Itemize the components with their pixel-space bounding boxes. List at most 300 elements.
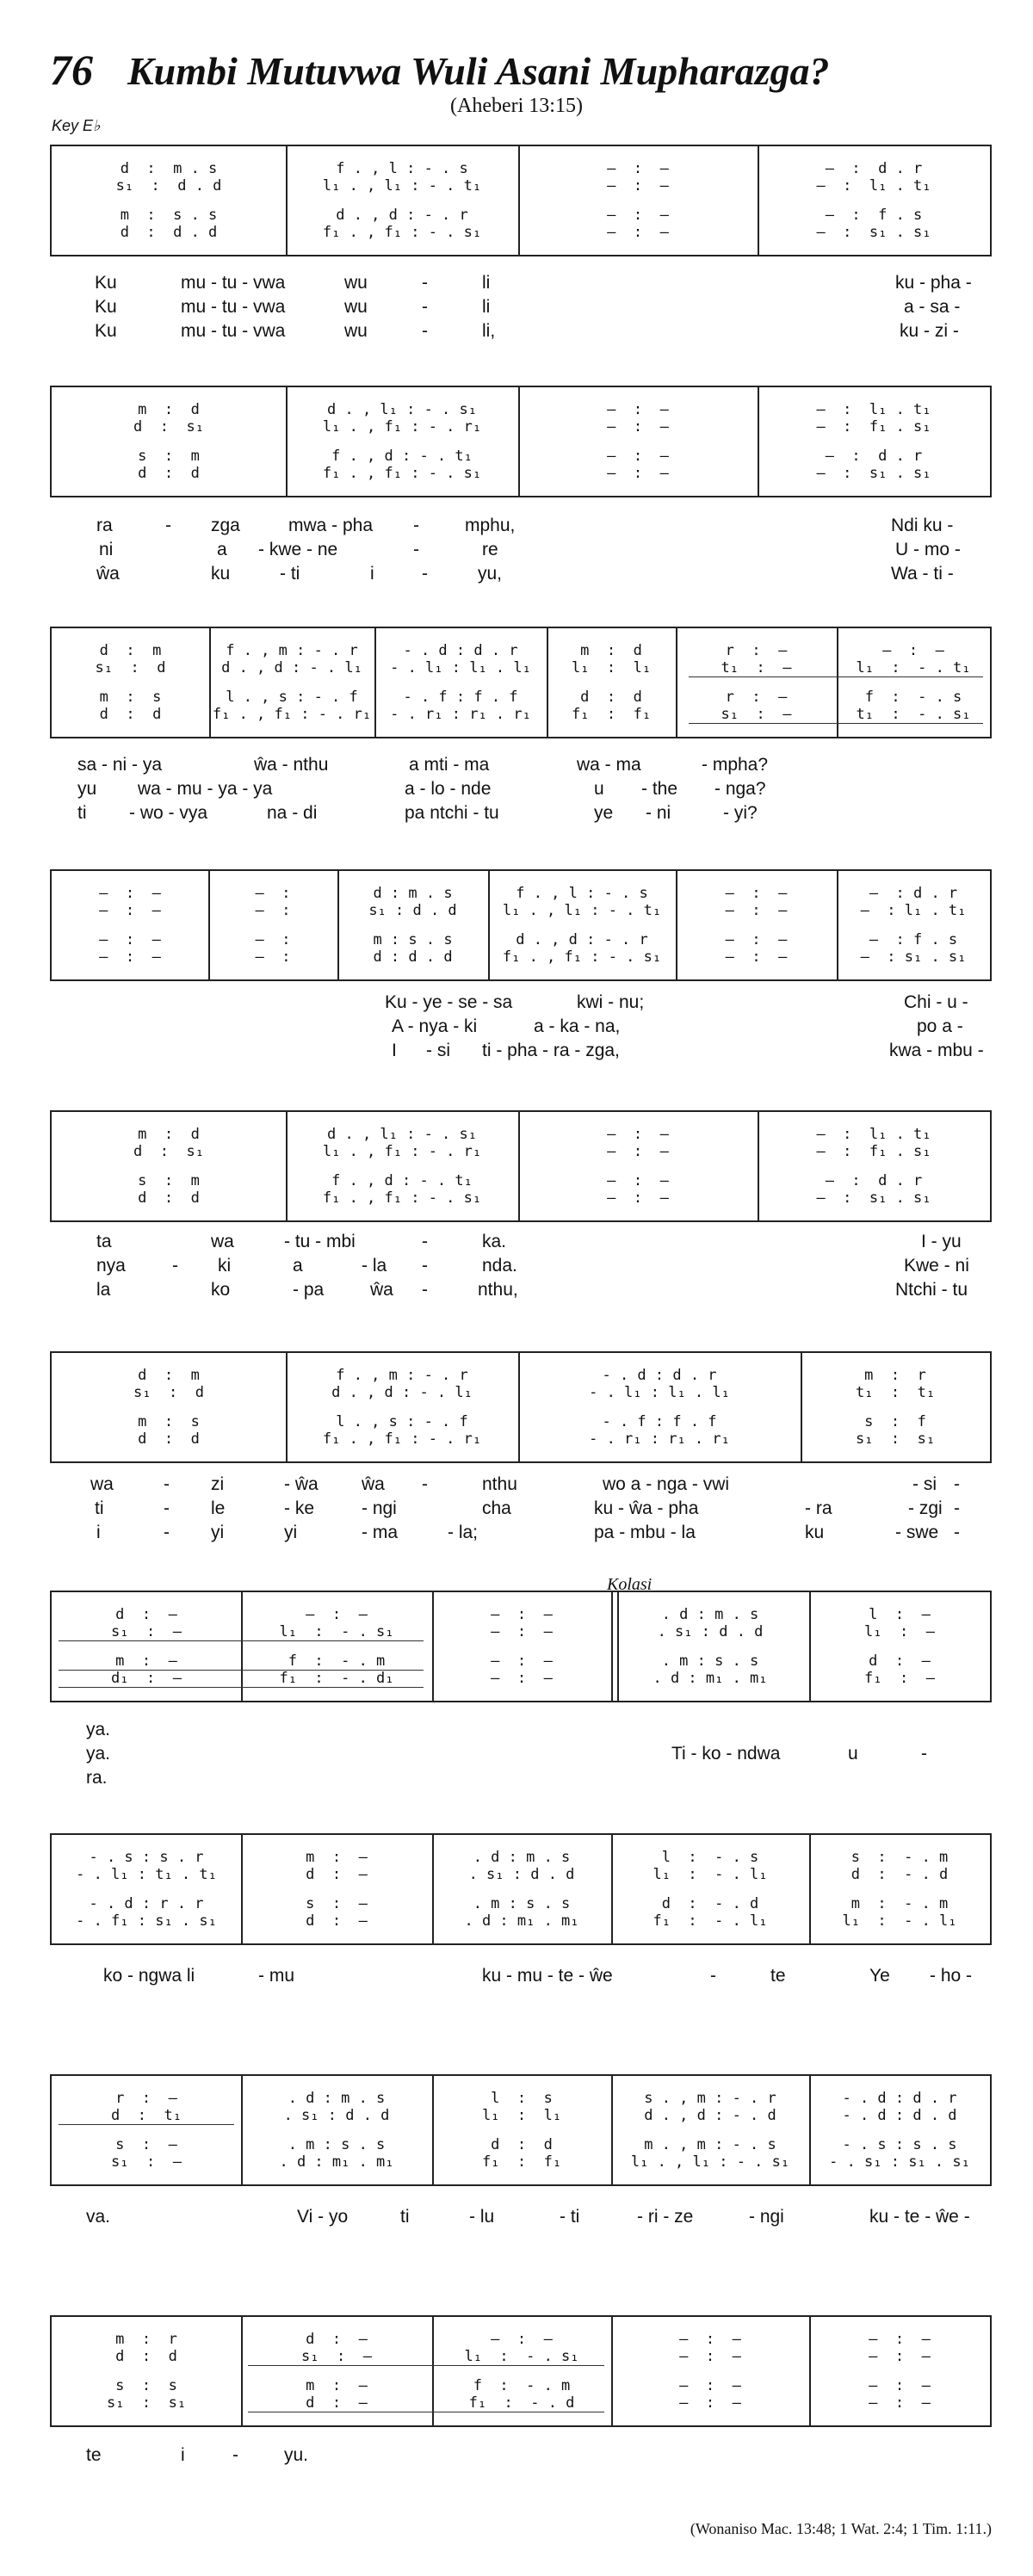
sol-fa-measure: — : l₁ . t₁ <box>816 1126 931 1143</box>
sol-fa-measure: - . f : f . f <box>403 689 518 706</box>
lyric-syllable: Ku <box>95 273 117 293</box>
sol-fa-measure: l₁ : - . s₁ <box>464 2348 579 2365</box>
sol-fa-measure: d : — <box>306 1866 368 1883</box>
sol-fa-measure: — : — <box>607 224 669 241</box>
lyric-syllable: - <box>954 1498 960 1518</box>
stave-system <box>50 1110 992 1222</box>
sol-fa-measure: s : m <box>138 448 200 465</box>
lyric-syllable: wa <box>90 1474 114 1494</box>
lyric-syllable: - swe <box>895 1523 939 1542</box>
lyric-syllable: li <box>482 273 491 293</box>
lyric-syllable: - la <box>362 1256 387 1276</box>
sol-fa-measure: f₁ : f₁ <box>481 2153 562 2171</box>
sol-fa-measure: l₁ : - . l₁ <box>653 1866 768 1883</box>
sol-fa-measure: l : s <box>491 2090 553 2107</box>
sol-fa-measure: f₁ . , f₁ : - . r₁ <box>212 706 372 723</box>
sol-fa-measure: - . d : d . r <box>403 642 518 659</box>
sol-fa-measure: f : - . m <box>473 2377 571 2394</box>
sol-fa-measure: - . r₁ : r₁ . r₁ <box>390 706 531 723</box>
sol-fa-measure: f₁ : - . d₁ <box>279 1670 394 1687</box>
sol-fa-measure: d : s₁ <box>133 1143 204 1160</box>
sol-fa-measure: s₁ : s₁ <box>106 2394 187 2412</box>
sol-fa-measure: f₁ : — <box>864 1670 935 1687</box>
sol-fa-measure: r : — <box>725 689 788 706</box>
sol-fa-measure: — : — <box>607 1143 669 1160</box>
sol-fa-measure: . m : s . s <box>661 1652 759 1670</box>
hymn-header <box>50 45 830 95</box>
lyric-syllable: re <box>482 540 498 559</box>
sol-fa-measure: — : — <box>679 2348 741 2365</box>
lyric-syllable: nthu, <box>478 1280 518 1300</box>
lyric-syllable: - <box>921 1744 927 1764</box>
stave-system <box>50 2074 992 2186</box>
sol-fa-measure: d . , d : - . d <box>644 2107 776 2124</box>
lyric-syllable: Ntchi - tu <box>895 1280 968 1300</box>
sol-fa-measure: - . s : s . r <box>89 1849 204 1866</box>
lyric-syllable: i <box>370 564 374 584</box>
sol-fa-measure: s : m <box>138 1172 200 1189</box>
sol-fa-measure: — : <box>255 902 291 919</box>
lyric-syllable: u <box>848 1744 858 1764</box>
sol-fa-measure: d : — <box>869 1652 931 1670</box>
sol-fa-measure: d : d <box>580 689 642 706</box>
sol-fa-measure: - . l₁ : t₁ . t₁ <box>76 1866 217 1883</box>
sol-fa-measure: d : — <box>306 1912 368 1930</box>
sol-fa-measure: — : — <box>491 2331 553 2348</box>
sol-fa-measure: - . r₁ : r₁ . r₁ <box>589 1430 730 1448</box>
sol-fa-measure: . d : m . s <box>288 2090 386 2107</box>
sol-fa-measure: s₁ : — <box>301 2348 372 2365</box>
sol-fa-measure: s . , m : - . r <box>644 2090 776 2107</box>
lyric-syllable: wo a - nga - vwi <box>603 1474 730 1494</box>
lyric-syllable: yi <box>284 1523 298 1542</box>
sol-fa-measure: d : d <box>491 2136 553 2153</box>
sol-fa-measure: — : — <box>607 401 669 418</box>
sol-fa-measure: d : d . d <box>373 948 453 966</box>
sol-fa-measure: . d : m₁ . m₁ <box>279 2153 394 2171</box>
sol-fa-measure: — : — <box>869 2331 931 2348</box>
sol-fa-measure: s₁ : s₁ <box>855 1430 936 1448</box>
lyric-syllable: Ku <box>95 297 117 317</box>
sol-fa-measure: — : — <box>99 931 161 948</box>
tie-line <box>59 1687 424 1688</box>
sol-fa-measure: — : l₁ . t₁ <box>816 177 931 195</box>
lyric-syllable: ya. <box>86 1720 111 1739</box>
stave-system <box>50 627 992 738</box>
sol-fa-measure: — : s₁ . s₁ <box>860 948 967 966</box>
sol-fa-measure: — : f . s <box>869 931 958 948</box>
sol-fa-measure: — : <box>255 931 291 948</box>
sol-fa-measure: - . l₁ : l₁ . l₁ <box>390 659 531 676</box>
sol-fa-measure: — : — <box>607 1189 669 1207</box>
lyric-syllable: yi <box>211 1523 225 1542</box>
sol-fa-measure: d₁ : — <box>111 1670 182 1687</box>
lyric-syllable: ku - pha - <box>895 273 972 293</box>
sol-fa-measure: r : — <box>725 642 788 659</box>
sol-fa-measure: m : - . m <box>851 1895 949 1912</box>
sol-fa-measure: l₁ . , l₁ : - . s₁ <box>630 2153 790 2171</box>
sol-fa-measure: l₁ . , f₁ : - . r₁ <box>322 1143 482 1160</box>
lyric-syllable: ti <box>77 803 87 823</box>
lyric-syllable: - <box>413 516 419 535</box>
sol-fa-measure: s₁ : — <box>721 706 792 723</box>
sol-fa-measure: l₁ : - . t₁ <box>856 659 971 676</box>
sol-fa-measure: — : — <box>869 2394 931 2412</box>
sol-fa-measure: f₁ : - . d <box>468 2394 575 2412</box>
sol-fa-measure: — : — <box>607 465 669 482</box>
sol-fa-measure: f . , m : - . r <box>226 642 358 659</box>
sol-fa-measure: f₁ . , f₁ : - . r₁ <box>322 1430 482 1448</box>
stave-system <box>50 1351 992 1463</box>
sol-fa-measure: l₁ . , l₁ : - . t₁ <box>502 902 662 919</box>
lyric-syllable: mu - tu - vwa <box>181 273 286 293</box>
sol-fa-measure: d : - . d <box>661 1895 759 1912</box>
lyric-syllable: - nga? <box>714 779 766 799</box>
lyric-syllable: Ndi ku - <box>891 516 954 535</box>
sol-fa-measure: - . f₁ : s₁ . s₁ <box>76 1912 217 1930</box>
lyric-syllable: ko - ngwa li <box>103 1966 195 1986</box>
lyric-syllable: li, <box>482 321 496 341</box>
lyric-syllable: - <box>422 273 428 293</box>
sol-fa-measure: f : - . m <box>288 1652 386 1670</box>
sol-fa-measure: s₁ : d . d <box>368 902 457 919</box>
lyric-syllable: ŵa - nthu <box>254 755 329 775</box>
lyric-syllable: wu <box>344 321 368 341</box>
lyric-syllable: ni <box>99 540 114 559</box>
lyric-syllable: ku - te - ŵe - <box>869 2207 970 2227</box>
sol-fa-measure: l₁ : — <box>864 1623 935 1640</box>
lyric-syllable: ku <box>805 1523 825 1542</box>
lyric-syllable: ti <box>400 2207 410 2227</box>
sol-fa-measure: — : — <box>679 2377 741 2394</box>
lyric-syllable: - <box>232 2445 238 2465</box>
sol-fa-measure: d : m <box>138 1367 200 1384</box>
lyric-syllable: i <box>181 2445 185 2465</box>
sol-fa-measure: f : - . s <box>864 689 962 706</box>
lyric-syllable: zga <box>211 516 240 535</box>
lyric-syllable: I - yu <box>921 1232 962 1251</box>
sol-fa-measure: d : m . s <box>120 160 218 177</box>
lyric-syllable: Ye <box>869 1966 890 1986</box>
lyric-syllable: wa - mu - ya - ya <box>138 779 273 799</box>
lyric-syllable: - ti <box>280 564 300 584</box>
hymn-title: Kumbi Mutuvwa Wuli Asani Mupharazga? <box>127 49 830 93</box>
sol-fa-measure: f₁ . , f₁ : - . s₁ <box>322 1189 482 1207</box>
lyric-syllable: ku - mu - te - ŵe <box>482 1966 613 1986</box>
tie-line <box>59 2124 234 2125</box>
sol-fa-measure: d : d . d <box>120 224 218 241</box>
sol-fa-measure: — : <box>255 885 291 902</box>
sol-fa-measure: — : s₁ . s₁ <box>816 1189 931 1207</box>
lyric-syllable: - lu <box>469 2207 495 2227</box>
lyric-syllable: - pa <box>293 1280 325 1300</box>
lyric-syllable: Ku - ye - se - sa <box>385 992 513 1012</box>
sol-fa-measure: f₁ : - . l₁ <box>653 1912 768 1930</box>
lyric-syllable: - ma <box>362 1523 398 1542</box>
sol-fa-measure: — : — <box>607 207 669 224</box>
sol-fa-measure: m : d <box>580 642 642 659</box>
lyric-syllable: ku <box>211 564 231 584</box>
sol-fa-measure: m : s <box>99 689 162 706</box>
lyric-syllable: wu <box>344 273 368 293</box>
sol-fa-measure: — : f₁ . s₁ <box>816 1143 931 1160</box>
lyric-syllable: ti <box>95 1498 104 1518</box>
lyric-syllable: - ra <box>805 1498 832 1518</box>
sol-fa-measure: f₁ . , f₁ : - . s₁ <box>322 224 482 241</box>
lyric-syllable: pa ntchi - tu <box>405 803 499 823</box>
sol-fa-measure: r : — <box>115 2090 177 2107</box>
sol-fa-measure: m : — <box>306 1849 368 1866</box>
sol-fa-measure: s₁ : d <box>133 1384 204 1401</box>
sol-fa-measure: - . f : f . f <box>602 1413 717 1430</box>
sol-fa-measure: d : — <box>306 2394 368 2412</box>
lyric-syllable: ka. <box>482 1232 507 1251</box>
sol-fa-measure: s : — <box>306 1895 368 1912</box>
lyric-syllable: - wo - vya <box>129 803 208 823</box>
lyric-syllable: Ti - ko - ndwa <box>671 1744 781 1764</box>
sol-fa-measure: — : — <box>607 160 669 177</box>
sol-fa-measure: — : — <box>607 1172 669 1189</box>
lyric-syllable: ye <box>594 803 614 823</box>
lyric-syllable: a - lo - nde <box>405 779 492 799</box>
sol-fa-measure: — : — <box>725 948 788 966</box>
sol-fa-measure: d . , l₁ : - . s₁ <box>327 401 477 418</box>
lyric-syllable: - <box>422 297 428 317</box>
sol-fa-measure: d : — <box>115 1606 177 1623</box>
lyric-syllable: - <box>413 540 419 559</box>
lyric-syllable: po a - <box>917 1016 963 1036</box>
tie-line <box>689 676 983 677</box>
lyric-syllable: te <box>86 2445 102 2465</box>
sol-fa-measure: m . , m : - . s <box>644 2136 776 2153</box>
sol-fa-measure: m : r <box>115 2331 177 2348</box>
sol-fa-measure: — : d . r <box>869 885 958 902</box>
sol-fa-measure: t₁ : — <box>721 659 792 676</box>
lyric-syllable: - ngi <box>749 2207 784 2227</box>
lyric-syllable: Ku <box>95 321 117 341</box>
lyric-syllable: yu. <box>284 2445 309 2465</box>
sol-fa-measure: — : — <box>607 1126 669 1143</box>
sol-fa-measure: m : s . s <box>120 207 218 224</box>
sol-fa-measure: m : d <box>138 401 200 418</box>
sol-fa-measure: — : f₁ . s₁ <box>816 418 931 436</box>
lyric-syllable: - <box>164 1498 170 1518</box>
sol-fa-measure: — : — <box>679 2331 741 2348</box>
hymn-number: 76 <box>50 46 93 94</box>
lyric-syllable: va. <box>86 2207 111 2227</box>
lyric-syllable: - <box>422 1474 428 1494</box>
lyric-syllable: a - ka - na, <box>534 1016 621 1036</box>
lyric-syllable: kwa - mbu - <box>889 1041 984 1060</box>
lyric-syllable: - the <box>641 779 678 799</box>
sol-fa-measure: f . , d : - . t₁ <box>331 1172 473 1189</box>
sol-fa-measure: l : — <box>869 1606 931 1623</box>
lyric-syllable: - ŵa <box>284 1474 319 1494</box>
sol-fa-measure: — : — <box>679 2394 741 2412</box>
lyric-syllable: - yi? <box>723 803 758 823</box>
sol-fa-measure: . m : s . s <box>288 2136 386 2153</box>
lyric-syllable: i <box>96 1523 101 1542</box>
sol-fa-measure: d : d <box>138 1430 200 1448</box>
sol-fa-measure: — : — <box>99 902 161 919</box>
lyric-syllable: ŵa <box>370 1280 393 1300</box>
kolasi-label: Kolasi <box>607 1575 653 1594</box>
sol-fa-measure: l : - . s <box>661 1849 759 1866</box>
sol-fa-measure: f . , l : - . s <box>516 885 648 902</box>
sol-fa-measure: t₁ : t₁ <box>855 1384 936 1401</box>
lyric-syllable: kwi - nu; <box>577 992 645 1012</box>
sol-fa-measure: — : — <box>607 418 669 436</box>
sol-fa-measure: — : s₁ . s₁ <box>816 465 931 482</box>
sol-fa-measure: d . , d : - . l₁ <box>221 659 362 676</box>
lyric-syllable: - ti <box>560 2207 580 2227</box>
sol-fa-measure: — : — <box>491 1670 553 1687</box>
sol-fa-measure: . d : m₁ . m₁ <box>653 1670 768 1687</box>
sol-fa-measure: - . l₁ : l₁ . l₁ <box>589 1384 730 1401</box>
sol-fa-measure: — : d . r <box>825 448 923 465</box>
lyric-syllable: ki <box>218 1256 232 1276</box>
lyric-syllable: - kwe - ne <box>258 540 338 559</box>
sol-fa-measure: d : d <box>138 465 200 482</box>
sol-fa-measure: — : s₁ . s₁ <box>816 224 931 241</box>
tie-line <box>59 1640 424 1641</box>
lyric-syllable: - la; <box>448 1523 479 1542</box>
sol-fa-measure: l₁ : l₁ <box>571 659 652 676</box>
sol-fa-measure: d . , d : - . r <box>336 207 468 224</box>
sol-fa-measure: — : d . r <box>825 1172 923 1189</box>
lyric-syllable: ra. <box>86 1768 108 1788</box>
sol-fa-measure: — : — <box>869 2377 931 2394</box>
sol-fa-measure: . m : s . s <box>473 1895 571 1912</box>
lyric-syllable: - <box>710 1966 716 1986</box>
sol-fa-measure: — : — <box>725 885 788 902</box>
sol-fa-measure: . d : m₁ . m₁ <box>464 1912 579 1930</box>
sol-fa-measure: . d : m . s <box>473 1849 571 1866</box>
lyric-syllable: Chi - u - <box>904 992 968 1012</box>
lyric-syllable: A - nya - ki <box>392 1016 478 1036</box>
sol-fa-measure: — : — <box>725 902 788 919</box>
lyric-syllable: yu <box>77 779 97 799</box>
stave-system <box>50 2315 992 2427</box>
lyric-syllable: ko <box>211 1280 231 1300</box>
lyric-syllable: - zgi <box>908 1498 943 1518</box>
lyric-syllable: a <box>293 1256 303 1276</box>
lyric-syllable: - ngi <box>362 1498 397 1518</box>
sol-fa-measure: f . , m : - . r <box>336 1367 468 1384</box>
lyric-syllable: ŵa <box>96 564 120 584</box>
sol-fa-measure: m : s <box>138 1413 200 1430</box>
lyric-syllable: ya. <box>86 1744 111 1764</box>
lyric-syllable: - <box>422 564 428 584</box>
sol-fa-measure: - . s : s . s <box>842 2136 957 2153</box>
sol-fa-measure: — : — <box>99 948 161 966</box>
lyric-syllable: te <box>770 1966 786 1986</box>
sol-fa-measure: . s₁ : d . d <box>468 1866 575 1883</box>
lyric-syllable: a mti - ma <box>409 755 490 775</box>
lyric-syllable: - ke <box>284 1498 315 1518</box>
lyric-syllable: a - sa - <box>904 297 961 317</box>
lyric-syllable: zi <box>211 1474 225 1494</box>
lyric-syllable: - <box>172 1256 178 1276</box>
lyric-syllable: - <box>954 1523 960 1542</box>
sol-fa-measure: l₁ : l₁ <box>481 2107 562 2124</box>
tie-line <box>689 723 983 724</box>
lyric-syllable: wa - ma <box>577 755 641 775</box>
lyric-syllable: - ni <box>646 803 671 823</box>
lyric-syllable: - mpha? <box>702 755 769 775</box>
lyric-syllable: wa <box>211 1232 234 1251</box>
lyric-syllable: - si <box>426 1041 450 1060</box>
lyric-syllable: mphu, <box>465 516 516 535</box>
sol-fa-measure: d : — <box>306 2331 368 2348</box>
sol-fa-measure: d : t₁ <box>111 2107 182 2124</box>
lyric-syllable: - <box>422 1280 428 1300</box>
sol-fa-measure: m : r <box>864 1367 926 1384</box>
sol-fa-measure: — : — <box>725 931 788 948</box>
lyric-syllable: - <box>422 1256 428 1276</box>
sol-fa-measure: s : — <box>115 2136 177 2153</box>
sol-fa-measure: — : — <box>99 885 161 902</box>
stave-system <box>50 1591 992 1702</box>
lyric-syllable: - ri - ze <box>637 2207 694 2227</box>
sol-fa-measure: m : s . s <box>373 931 453 948</box>
sol-fa-measure: l₁ . , f₁ : - . r₁ <box>322 418 482 436</box>
sol-fa-measure: d : d <box>115 2348 177 2365</box>
sol-fa-measure: l₁ : - . s₁ <box>279 1623 394 1640</box>
sol-fa-measure: . d : m . s <box>661 1606 759 1623</box>
lyric-syllable: cha <box>482 1498 511 1518</box>
sol-fa-measure: — : f . s <box>825 207 923 224</box>
sol-fa-measure: - . d : d . r <box>842 2090 957 2107</box>
sol-fa-measure: d : - . d <box>851 1866 949 1883</box>
sol-fa-measure: m : — <box>115 1652 177 1670</box>
lyric-syllable: mwa - pha <box>288 516 374 535</box>
lyric-syllable: le <box>211 1498 226 1518</box>
lyric-syllable: a <box>217 540 227 559</box>
lyric-syllable: wu <box>344 297 368 317</box>
sol-fa-measure: m : — <box>306 2377 368 2394</box>
sol-fa-measure: s₁ : — <box>111 1623 182 1640</box>
lyric-syllable: sa - ni - ya <box>77 755 163 775</box>
lyric-syllable: u <box>594 779 604 799</box>
lyric-syllable: Kwe - ni <box>904 1256 969 1276</box>
lyric-syllable: I <box>392 1041 397 1060</box>
sol-fa-measure: — : l₁ . t₁ <box>816 401 931 418</box>
stave-system <box>50 386 992 497</box>
lyric-syllable: ku - zi - <box>900 321 959 341</box>
sol-fa-measure: m : d <box>138 1126 200 1143</box>
sol-fa-measure: f₁ . , f₁ : - . s₁ <box>502 948 662 966</box>
lyric-syllable: ti - pha - ra - zga, <box>482 1041 620 1060</box>
sol-fa-measure: f . , d : - . t₁ <box>331 448 473 465</box>
lyric-syllable: mu - tu - vwa <box>181 321 286 341</box>
sol-fa-measure: — : — <box>869 2348 931 2365</box>
sol-fa-measure: d : s₁ <box>133 418 204 436</box>
stave-system <box>50 145 992 256</box>
lyric-syllable: - <box>164 1474 170 1494</box>
lyric-syllable: Wa - ti - <box>891 564 954 584</box>
sol-fa-measure: l . , s : - . f <box>336 1413 468 1430</box>
stave-system <box>50 1833 992 1945</box>
lyric-syllable: - <box>164 1523 170 1542</box>
sol-fa-measure: d : d <box>99 706 162 723</box>
lyric-syllable: - <box>422 1232 428 1251</box>
lyric-syllable: nda. <box>482 1256 517 1276</box>
lyric-syllable: ta <box>96 1232 112 1251</box>
sol-fa-measure: t₁ : - . s₁ <box>856 706 971 723</box>
lyric-syllable: ŵa <box>362 1474 385 1494</box>
sol-fa-measure: s₁ : d . d <box>115 177 222 195</box>
